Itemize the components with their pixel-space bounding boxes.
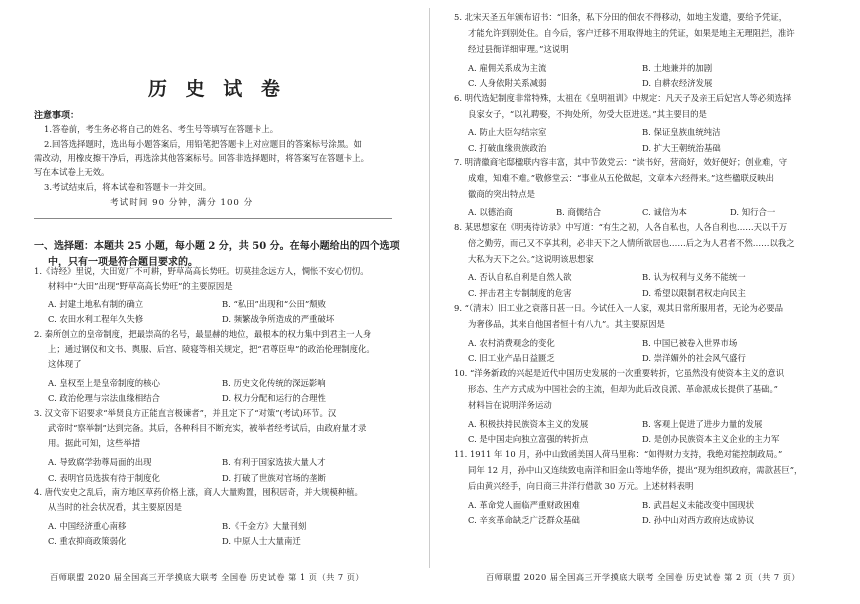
question-8-option-c: C. 抨击君主专制制度的危害 <box>468 288 572 298</box>
question-11-stem: 后由黄兴经手，向日商三井洋行借款 30 万元。上述材料表明 <box>468 481 694 491</box>
question-4-option-d: D. 中原人士大量南迁 <box>222 536 301 546</box>
question-3-stem: 用。据此可知，这些举措 <box>48 438 141 448</box>
question-1-option-d: D. 频繁战争所造成的严重破坏 <box>222 314 335 324</box>
question-2-option-b: B. 历史文化传统的深远影响 <box>222 378 326 388</box>
question-10-option-a: A. 积极扶持民族资本主义的发展 <box>468 419 589 429</box>
question-5-option-a: A. 雇佣关系成为主流 <box>468 63 547 73</box>
question-2-stem: 这体现了 <box>48 359 82 369</box>
question-11-option-a: A. 革命党人面临严重财政困难 <box>468 500 580 510</box>
question-10-option-b: B. 客观上促进了进步力量的发展 <box>642 419 763 429</box>
question-2-option-d: D. 权力分配和运行的合理性 <box>222 393 326 403</box>
question-1-stem: 1.《诗经》里说，大田宽广不可耕，野草高高长势旺。切莫挂念远方人，惆怅不安心忉忉。 <box>34 266 369 276</box>
question-10-option-c: C. 是中国走向独立富强的转折点 <box>468 434 589 444</box>
question-7-stem: 徽商的突出特点是 <box>468 189 535 199</box>
question-9-stem: 为奢侈品，其来自他国者恒十有八九”。其主要原因是 <box>468 319 665 329</box>
question-6-stem: 6. 明代选妃制度非常特殊，太祖在《皇明祖训》中规定：凡天子及亲王后妃宫人等必须选择 <box>454 93 792 103</box>
notice-line: 1.答卷前，考生务必将自己的姓名、考生号等填写在答题卡上。 <box>44 124 279 134</box>
question-8-option-a: A. 否认自私自利是自然人欲 <box>468 272 572 282</box>
question-5-option-d: D. 自耕农经济发展 <box>642 78 713 88</box>
question-10-stem: 形态、生产方式成为中国社会的主流，但却为此后改良派、革命派成长提供了基础。” <box>468 384 778 394</box>
question-11-option-d: D. 孙中山对西方政府达成协议 <box>642 515 755 525</box>
question-11-option-c: C. 辛亥革命缺乏广泛群众基础 <box>468 515 580 525</box>
exam-title: 历 史 试 卷 <box>148 78 286 100</box>
question-7-option-a: A. 以德治商 <box>468 207 513 217</box>
question-10-stem: 10. “洋务新政的兴起是近代中国历史发展的一次重要转折，它虽然没有使资本主义的意识 <box>454 368 785 378</box>
question-5-stem: 5. 北宋天圣五年颁布诏书：“旧条，私下分田的佃农不得移动，如地主发遣，要给予凭证， <box>454 12 788 22</box>
question-9-stem: 9. “（清末）旧工业之衰落日甚一日。今试任入一人家，观其日常所服用者，无论为必要品 <box>454 303 783 313</box>
question-1-stem: 材料中“大田”出现“野草高高长势旺”的主要原因是 <box>48 281 233 291</box>
question-5-option-b: B. 土地兼并的加剧 <box>642 63 713 73</box>
question-11-option-b: B. 武昌起义未能改变中国现状 <box>642 500 754 510</box>
question-11-stem: 11. 1911 年 10 月，孙中山致函美国人荷马里称：“如得财力支持，我绝对能控制政局。” <box>454 449 783 459</box>
question-10-stem: 材料旨在说明洋务运动 <box>468 400 552 410</box>
question-5-stem: 经过县衙详细审理。”这说明 <box>468 44 569 54</box>
question-9-option-b: B. 中国已被卷入世界市场 <box>642 338 738 348</box>
question-7-stem: 成难，知难不难。”敬修堂云：“事业从五伦做起，文章本六经得来。”这些楹联反映出 <box>468 173 774 183</box>
question-2-stem: 2. 秦所创立的皇帝制度，把最崇高的名号，最显赫的地位，最根本的权力集中到君主一人身 <box>34 329 372 339</box>
question-3-stem: 3. 汉文帝下诏要求“举贤良方正能直言极谏者”，并且定下了“对策”(考试)环节。汉 <box>34 408 337 418</box>
question-10-option-d: D. 是创办民族资本主义企业的主力军 <box>642 434 780 444</box>
question-1-option-c: C. 农田水利工程年久失修 <box>48 314 144 324</box>
question-6-option-c: C. 打破血缘贵族政治 <box>468 143 547 153</box>
question-1-option-a: A. 封建土地私有制的确立 <box>48 299 144 309</box>
question-6-option-b: B. 保证皇族血统纯洁 <box>642 127 721 137</box>
page-2 <box>430 0 860 604</box>
question-9-option-a: A. 农村消费观念的变化 <box>468 338 555 348</box>
notice-heading: 注意事项： <box>34 111 80 121</box>
question-7-option-b: B. 商儒结合 <box>556 207 601 217</box>
question-4-stem: 4. 唐代安史之乱后，南方地区草药价格上涨，商人大量购置，囤积居奇，并大规模种植。 <box>34 487 363 497</box>
question-9-option-d: D. 崇洋媚外的社会风气盛行 <box>642 353 746 363</box>
question-8-option-d: D. 希望以限制君权走向民主 <box>642 288 746 298</box>
question-2-stem: 上；通过钢仪和文书、舆服、后宫、陵寝等相关规定，把“君尊臣卑”的政治伦理制度化。 <box>48 344 375 354</box>
question-3-stem: 武帝时“察举制”达到完备。其后，各种科目不断充实，被举者经考试后，由政府量才录 <box>48 423 367 433</box>
question-7-stem: 7. 明清徽商宅邸楹联内容丰富，其中节敛党云：“读书好，营商好，效好便好；创业难，守 <box>454 157 788 167</box>
question-7-option-c: C. 诚信为本 <box>642 207 687 217</box>
question-4-option-b: B.《千金方》大量刊刻 <box>222 521 307 531</box>
question-9-option-c: C. 旧工业产品日益匮乏 <box>468 353 555 363</box>
question-5-option-c: C. 人身依附关系减弱 <box>468 78 547 88</box>
divider <box>34 218 392 219</box>
question-4-option-a: A. 中国经济重心南移 <box>48 521 127 531</box>
question-6-option-d: D. 扩大王朝统治基础 <box>642 143 721 153</box>
question-2-option-c: C. 政治伦理与宗法血缘相结合 <box>48 393 160 403</box>
notice-line: 写在本试卷上无效。 <box>34 167 110 177</box>
notice-line: 需改动，用橡皮擦干净后，再选涂其他答案标号。回答非选择题时，将答案写在答题卡上。 <box>34 153 369 163</box>
notice-line: 2.回答选择题时，选出每小题答案后，用铅笔把答题卡上对应题目的答案标号涂黑。如 <box>44 139 362 149</box>
question-11-stem: 同年 12 月，孙中山又连续致电南洋和旧金山等地华侨，提出“现为组织政府，需款甚巨”， <box>468 465 803 475</box>
question-3-option-c: C. 表明官员选拔有待于制度化 <box>48 473 160 483</box>
page-footer: 百师联盟 2020 届全国高三开学摸底大联考 全国卷 历史试卷 第 2 页（共 7 页） <box>486 572 801 582</box>
section-heading-cont: 中，只有一项是符合题目要求的。 <box>48 257 198 268</box>
question-3-option-b: B. 有利于国家选拔大量人才 <box>222 457 326 467</box>
question-4-option-c: C. 重农抑商政策弱化 <box>48 536 127 546</box>
question-3-option-d: D. 打破了世族对官场的垄断 <box>222 473 326 483</box>
question-8-option-b: B. 认为权利与义务不能统一 <box>642 272 746 282</box>
notice-line: 3.考试结束后，将本试卷和答题卡一并交回。 <box>44 182 212 192</box>
question-6-option-a: A. 防止大臣勾结宗室 <box>468 127 547 137</box>
question-6-stem: 良家女子，“以礼聘娶，不拘处所，勿受大臣进送。”其主要目的是 <box>468 109 707 119</box>
binding-margin <box>0 0 8 604</box>
question-2-option-a: A. 皇权至上是皇帝制度的核心 <box>48 378 160 388</box>
question-8-stem: 倍之勤劳，而己又不享其利，必非天下之人情所欲居也……后之为人君者不然……以我之 <box>468 238 795 248</box>
question-1-option-b: B. “私田”出现和“公田”颓败 <box>222 299 326 309</box>
question-3-option-a: A. 导致腐学勃尊局面的出现 <box>48 457 152 467</box>
section-heading: 一、选择题：本题共 25 小题，每小题 2 分，共 50 分。在每小题给出的四个选项 <box>34 241 400 252</box>
question-5-stem: 才能允许到别处住。自今后，客户迁移不用取得地主的凭证，如果是地主无理阻拦，准许 <box>468 28 795 38</box>
question-4-stem: 从当时的社会状况看，其主要原因是 <box>48 502 182 512</box>
question-8-stem: 8. 某思想家在《明夷待访录》中写道：“有生之初，人各自私也，人各自利也……天以千万 <box>454 222 788 232</box>
page-footer: 百师联盟 2020 届全国高三开学摸底大联考 全国卷 历史试卷 第 1 页（共 7 页） <box>50 572 365 582</box>
question-8-stem: 大私为天下之公。”这说明该思想家 <box>468 254 594 264</box>
exam-time: 考试时间 90 分钟，满分 100 分 <box>110 198 254 208</box>
question-7-option-d: D. 知行合一 <box>730 207 776 217</box>
